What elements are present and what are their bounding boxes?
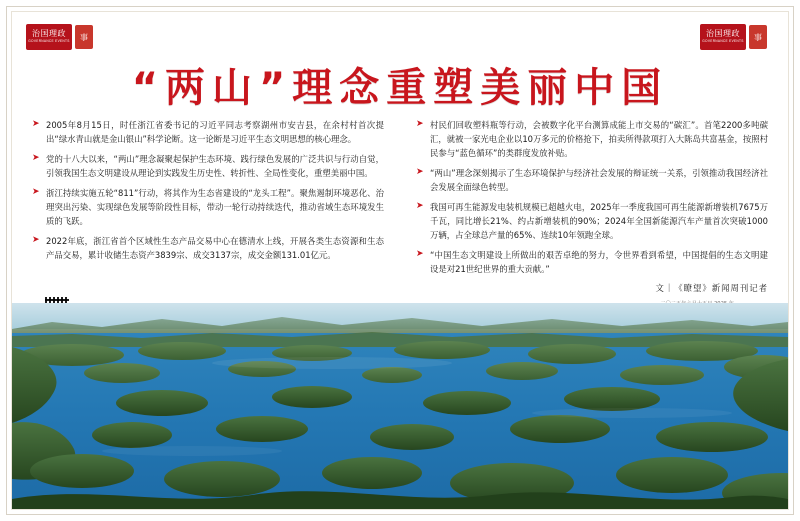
paragraph-text: 2005年8月15日，时任浙江省委书记的习近平同志考察湖州市安吉县，在余村村首次提出“绿水青山就是金山银山”科学论断。这一论断是习近平生态文明思想的核心理念。: [46, 120, 384, 144]
paragraph: [416, 248, 768, 276]
arrow-bullet-icon: ➤: [416, 249, 424, 259]
paragraph: [416, 200, 768, 242]
paragraph-text: “中国生态文明建设上所做出的艰苦卓绝的努力，令世界看到希望，中国提倡的生态文明建设是对21世纪世界的重大贡献。”: [430, 250, 768, 274]
logo-seal-left: 事: [75, 25, 93, 49]
arrow-bullet-icon: ➤: [32, 119, 40, 129]
logo-badge-left: [26, 24, 72, 50]
logo-badge-right: [700, 24, 746, 50]
paragraph: [32, 152, 384, 180]
paragraph-text: 2022年底，浙江省首个区域性生态产品交易中心在德清水上线，开展各类生态资源和生态产品交易，累计收储生态资产3839宗、成交3137宗，成交金额131.01亿元。: [46, 236, 384, 260]
arrow-bullet-icon: ➤: [416, 119, 424, 129]
arrow-bullet-icon: ➤: [416, 201, 424, 211]
hero-photo-illustration: [12, 303, 788, 509]
paragraph-text: 党的十八大以来，“两山”理念凝聚起保护生态环境、践行绿色发展的广泛共识与行动自觉，引领我国生态文明建设从理论到实践发生历史性、转折性、全局性变化，重塑美丽中国。: [46, 154, 384, 178]
logo-badge-left-cn: 治国理政: [32, 29, 66, 39]
hero-photo: [12, 303, 788, 509]
right-column: [416, 118, 768, 303]
paragraph-text: “两山”理念深刻揭示了生态环境保护与经济社会发展的辩证统一关系，引领推动我国经济社会发展全面绿色转型。: [430, 168, 768, 192]
paragraph: [32, 186, 384, 228]
logo-badge-right-cn: 治国理政: [706, 29, 740, 39]
paragraph-text: 我国可再生能源发电装机规模已超越火电，2025年一季度我国可再生能源新增装机7675万千瓦，同比增长21%、约占新增装机的90%；2024年全国新能源汽车产量首次突破1000万辆，占全球总产量的65%、连续10年领跑全球。: [430, 202, 768, 240]
arrow-bullet-icon: ➤: [416, 167, 424, 177]
left-column: [32, 118, 384, 303]
paragraph-text: 浙江持续实施五轮“811”行动，将其作为生态省建设的“龙头工程”。聚焦遏制环境恶化、治理突出污染、实现绿色发展等阶段性目标，带动一轮行动持续迭代，推动省域生态环境发生质的飞跃。: [46, 188, 384, 226]
page-title: “两山”理念重塑美丽中国: [131, 65, 669, 111]
logo-badge-right-en: GOVERNANCE EVENTS: [702, 39, 744, 44]
paragraph-text: 村民们回收塑料瓶等行动，会被数字化平台测算成能上市交易的“碳汇”。首笔2200多吨碳汇，就被一家光电企业以10万多元的价格抢下，拍卖所得款项打入大陈岛共富基金，按照村民参与“蓝色循环”的类群度发放补贴。: [430, 120, 768, 158]
arrow-bullet-icon: ➤: [32, 235, 40, 245]
paragraph: [32, 234, 384, 262]
paragraph: [416, 166, 768, 194]
logo-seal-right: 事: [749, 25, 767, 49]
logo-top-left: [26, 22, 100, 52]
logo-badge-left-en: GOVERNANCE EVENTS: [28, 39, 70, 44]
arrow-bullet-icon: ➤: [32, 153, 40, 163]
paragraph: [416, 118, 768, 160]
article-body: [32, 118, 768, 303]
byline: 文｜《瞭望》新闻周刊记者: [655, 283, 768, 293]
paragraph: [32, 118, 384, 146]
logo-top-right: [700, 22, 774, 52]
arrow-bullet-icon: ➤: [32, 187, 40, 197]
